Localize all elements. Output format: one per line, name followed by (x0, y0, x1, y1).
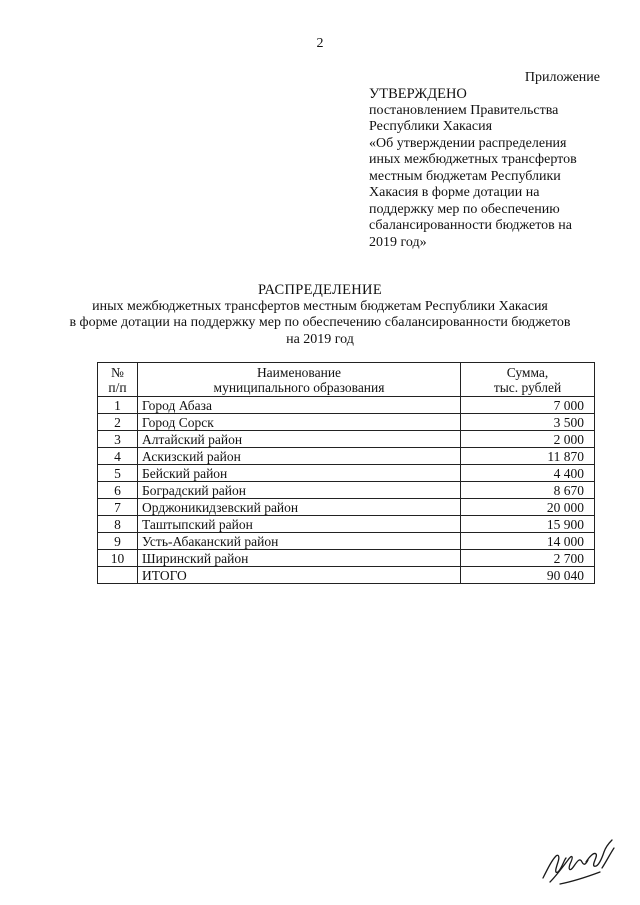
distribution-table (97, 362, 595, 584)
approval-line: местным бюджетам Республики (369, 168, 561, 184)
row-num: 3 (98, 431, 138, 448)
table-row (98, 482, 595, 499)
row-amount: 8 670 (461, 482, 595, 499)
table-row (98, 431, 595, 448)
signature-icon (540, 838, 620, 888)
approval-line: поддержку мер по обеспечению (369, 201, 560, 217)
row-num: 2 (98, 414, 138, 431)
row-amount: 4 400 (461, 465, 595, 482)
row-num: 9 (98, 533, 138, 550)
approval-line: 2019 год» (369, 234, 427, 250)
total-label: ИТОГО (138, 567, 461, 584)
table-row (98, 448, 595, 465)
document-title: РАСПРЕДЕЛЕНИЕ (258, 282, 382, 298)
header-name-line2: муниципального образования (213, 379, 385, 395)
total-amount: 90 040 (461, 567, 595, 584)
row-num: 5 (98, 465, 138, 482)
heading-line: в форме дотации на поддержку мер по обеспечению сбалансированности бюджетов (69, 315, 571, 330)
appendix-label: Приложение (524, 70, 600, 85)
row-name: Усть-Абаканский район (138, 533, 461, 550)
total-num (98, 567, 138, 584)
row-amount: 11 870 (461, 448, 595, 465)
document-heading (0, 282, 640, 348)
approval-block (369, 86, 609, 251)
heading-line: иных межбюджетных трансфертов местным бюджетам Республики Хакасия (92, 298, 548, 314)
table-row (98, 414, 595, 431)
row-amount: 7 000 (461, 397, 595, 414)
row-amount: 2 000 (461, 431, 595, 448)
table-header-row (98, 363, 595, 397)
approval-line: постановлением Правительства (369, 102, 559, 118)
row-num: 7 (98, 499, 138, 516)
row-num: 6 (98, 482, 138, 499)
header-amount-line1: Сумма, (506, 364, 549, 380)
table-row (98, 397, 595, 414)
row-num: 10 (98, 550, 138, 567)
header-name-line1: Наименование (256, 364, 342, 380)
header-amount (461, 363, 595, 397)
table-row (98, 465, 595, 482)
row-num: 1 (98, 397, 138, 414)
row-name: Бейский район (138, 465, 461, 482)
header-amount-line2: тыс. рублей (493, 379, 562, 395)
header-num-line2: п/п (108, 379, 127, 395)
approval-line: Хакасия в форме дотации на (369, 185, 540, 200)
header-name (138, 363, 461, 397)
table-row (98, 533, 595, 550)
row-num: 8 (98, 516, 138, 533)
row-amount: 14 000 (461, 533, 595, 550)
table-row (98, 516, 595, 533)
row-amount: 2 700 (461, 550, 595, 567)
row-name: Боградский район (138, 482, 461, 499)
row-name: Город Абаза (138, 397, 461, 414)
approval-line: Республики Хакасия (369, 119, 493, 134)
row-amount: 15 900 (461, 516, 595, 533)
page-number: 2 (316, 36, 324, 51)
approval-line: сбалансированности бюджетов на (369, 218, 572, 233)
table-row (98, 499, 595, 516)
heading-line: на 2019 год (286, 331, 354, 347)
approved-word: УТВЕРЖДЕНО (369, 86, 467, 102)
row-amount: 3 500 (461, 414, 595, 431)
header-num-line1: № (111, 364, 124, 380)
header-num (98, 363, 138, 397)
approval-line: «Об утверждении распределения (369, 135, 567, 151)
table-row (98, 550, 595, 567)
row-name: Алтайский район (138, 431, 461, 448)
approval-line: иных межбюджетных трансфертов (369, 152, 577, 167)
row-num: 4 (98, 448, 138, 465)
row-name: Аскизский район (138, 448, 461, 465)
row-name: Ширинский район (138, 550, 461, 567)
row-name: Орджоникидзевский район (138, 499, 461, 516)
row-name: Город Сорск (138, 414, 461, 431)
row-name: Таштыпский район (138, 516, 461, 533)
row-amount: 20 000 (461, 499, 595, 516)
table-total-row (98, 567, 595, 584)
